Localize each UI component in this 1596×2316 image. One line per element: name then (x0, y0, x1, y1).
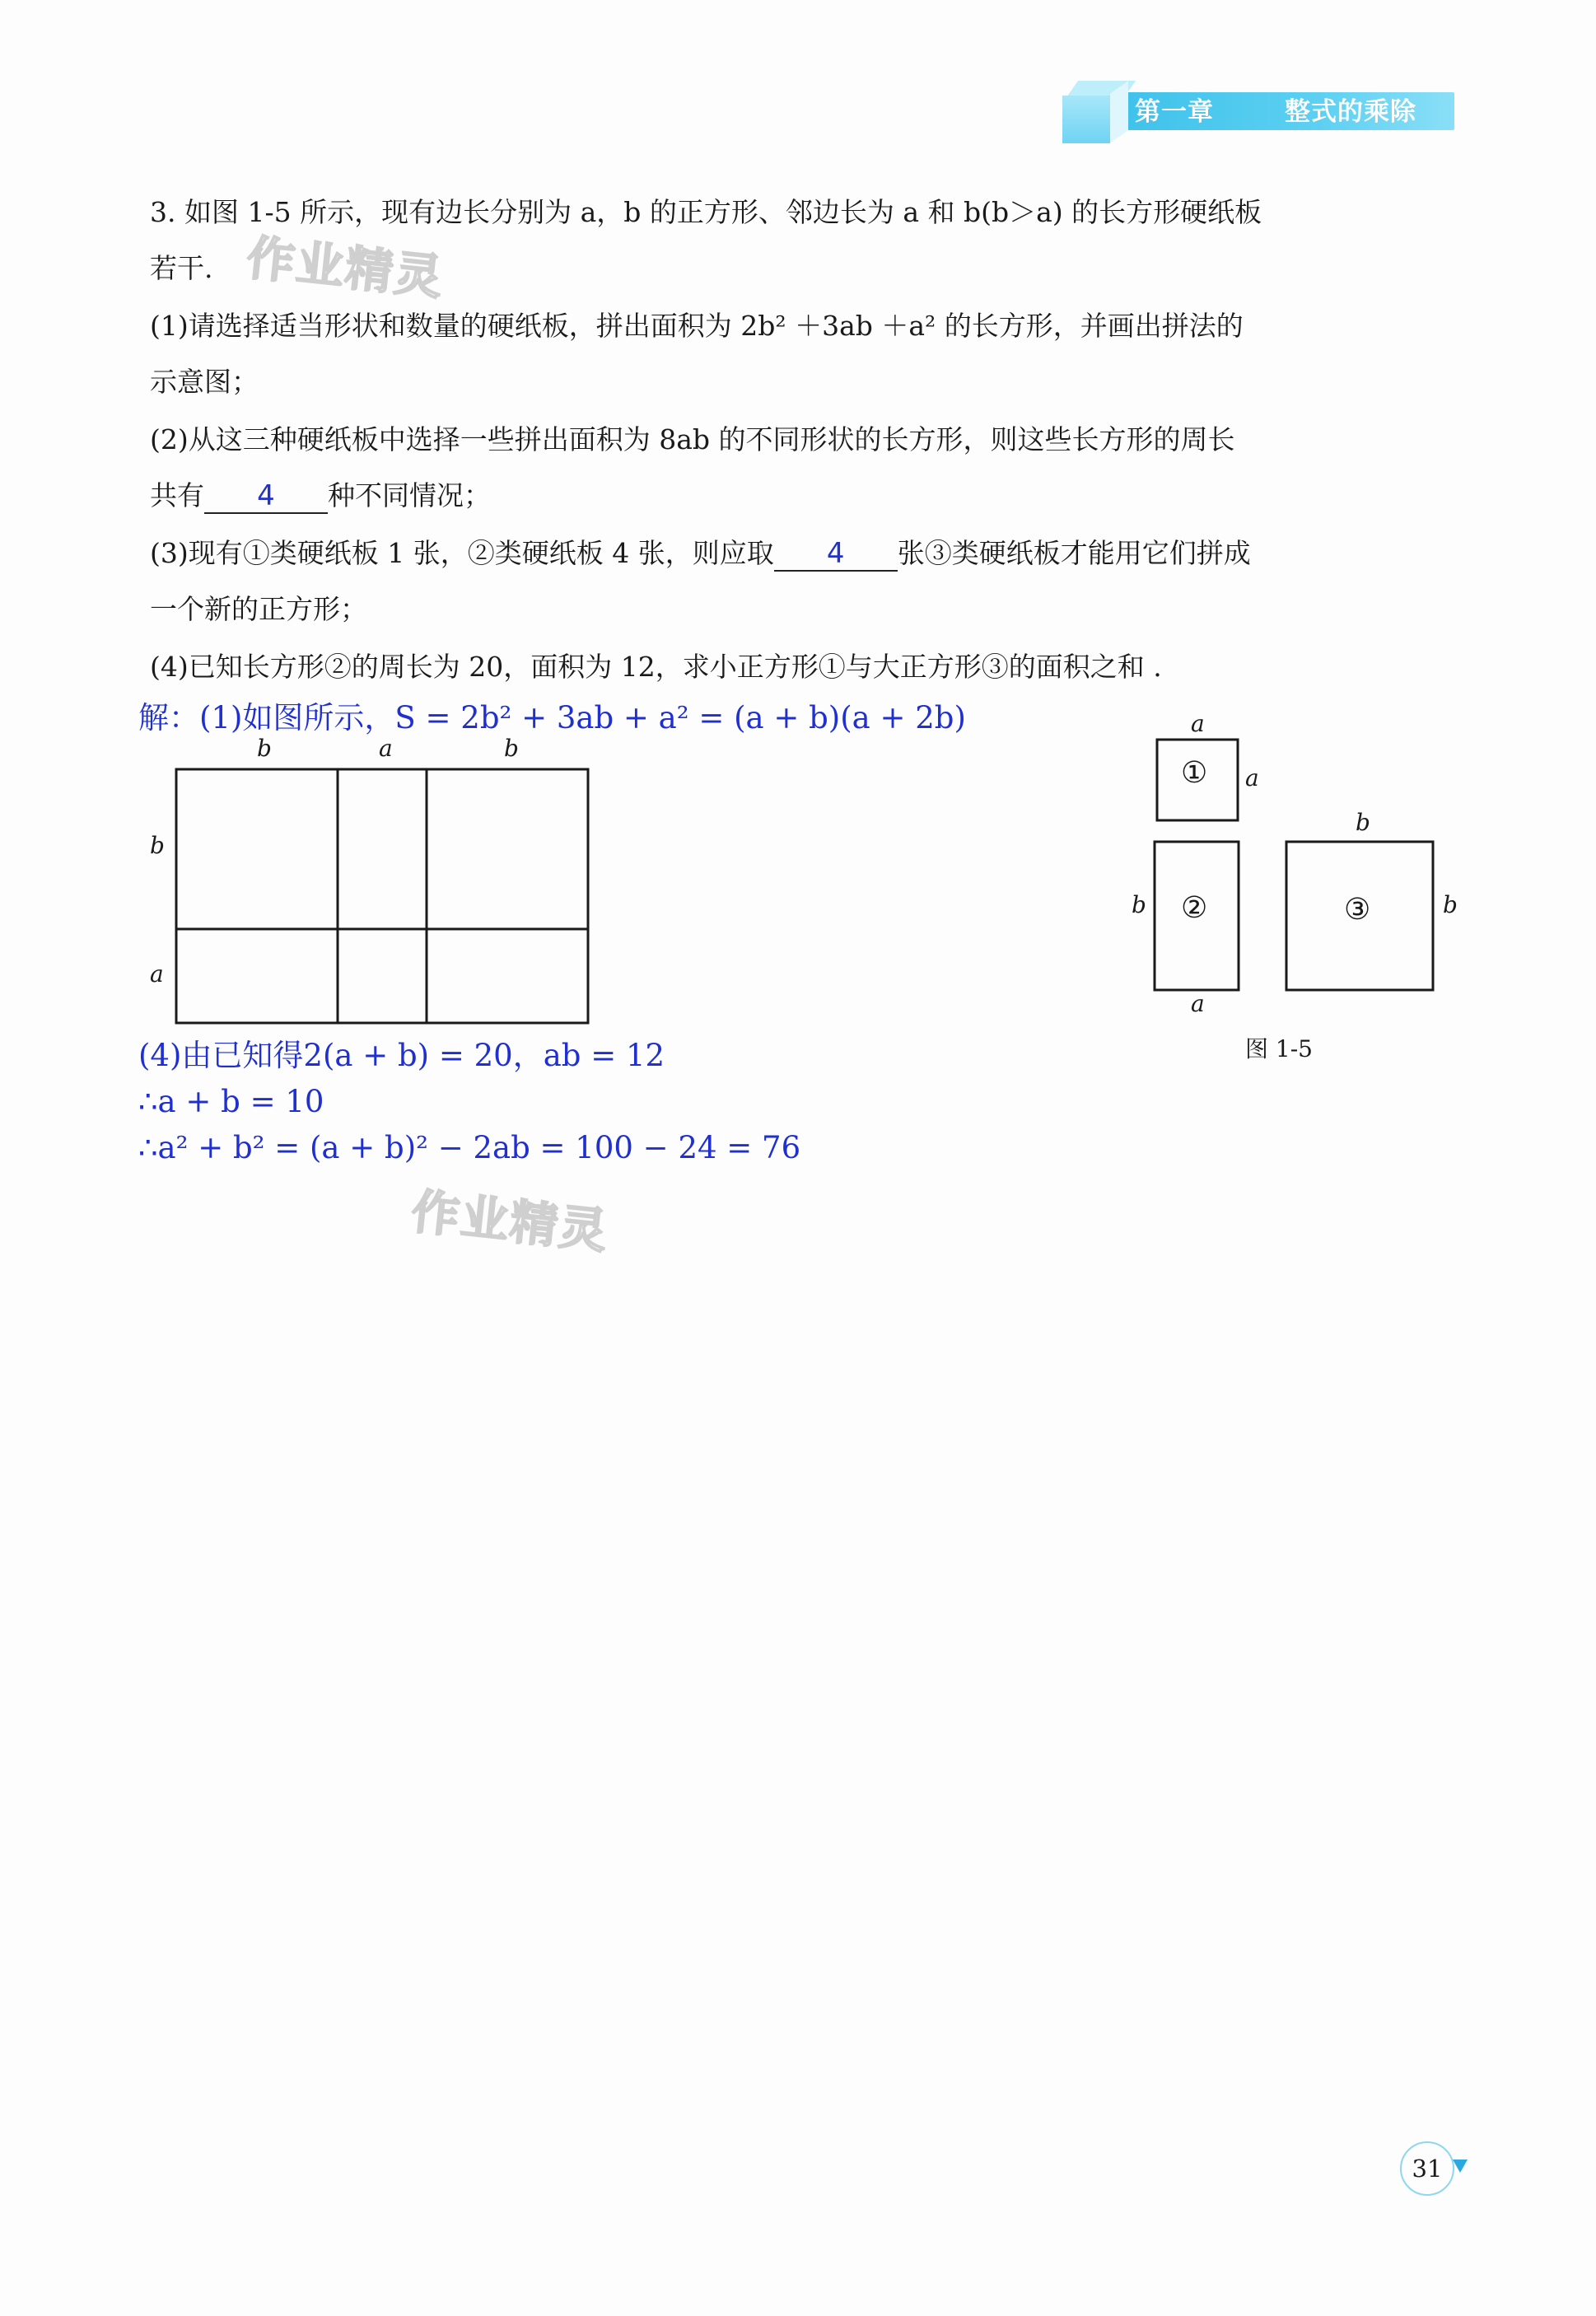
square-1-mark: ① (1181, 756, 1208, 790)
question-3-answer-blank[interactable]: 4 (774, 537, 898, 572)
figure-caption: 图 1-5 (1245, 1035, 1313, 1062)
rectangle-2-left-label: b (1132, 891, 1146, 918)
question-2-line1: (2)从这三种硬纸板中选择一些拼出面积为 8ab 的不同形状的长方形，则这些长方形的周长 (150, 423, 1235, 455)
problem-intro-line2: 若干. (150, 252, 213, 284)
square-3-right-label: b (1443, 891, 1458, 918)
square-1-right-label: a (1245, 764, 1259, 791)
solution-tiling-diagram (124, 733, 601, 1038)
cube-icon (1062, 96, 1110, 143)
solution-part-4-line3: ∴a² + b² = (a + b)² − 2ab = 100 − 24 = 76 (138, 1130, 801, 1165)
solution-part-4-line2: ∴a + b = 10 (138, 1084, 324, 1119)
question-3-suffix: 张③类硬纸板才能用它们拼成 (897, 537, 1251, 569)
question-4-line1: (4)已知长方形②的周长为 20，面积为 12，求小正方形①与大正方形③的面积之和 . (150, 651, 1162, 683)
solution-part-1: 解：(1)如图所示，S = 2b² + 3ab + a² = (a + b)(a + 2b) (138, 700, 966, 735)
square-1-top-label: a (1191, 710, 1205, 737)
problem-intro-line1: 3. 如图 1-5 所示，现有边长分别为 a，b 的正方形、邻边长为 a 和 b(b＞a) 的长方形硬纸板 (150, 196, 1262, 228)
question-1-line2: 示意图； (150, 366, 259, 398)
question-3-prefix: (3)现有①类硬纸板 1 张，②类硬纸板 4 张，则应取 (150, 537, 774, 569)
chapter-title: 整式的乘除 (1285, 97, 1416, 127)
tiling-outline (176, 769, 588, 1023)
question-2-answer-blank[interactable]: 4 (204, 479, 328, 514)
question-2-prefix: 共有 (150, 479, 204, 511)
question-3-line1 (150, 535, 1251, 572)
tiling-side-label-1: b (150, 832, 165, 859)
solution-part-4-line1: (4)由已知得2(a + b) = 20，ab = 12 (138, 1038, 665, 1073)
tiling-top-label-3: b (504, 735, 519, 762)
chapter-banner (1062, 81, 1458, 147)
question-1-line1: (1)请选择适当形状和数量的硬纸板，拼出面积为 2b² ＋3ab ＋a² 的长方形，并画出拼法的 (150, 310, 1244, 342)
tiling-top-label-2: a (379, 735, 393, 762)
watermark-2: 作业精灵 (408, 1183, 612, 1260)
rectangle-2-mark: ② (1181, 891, 1208, 925)
chapter-number: 第一章 (1135, 97, 1214, 127)
watermark: 作业精灵 (244, 229, 447, 306)
square-3-mark: ③ (1344, 893, 1371, 927)
question-2-suffix: 种不同情况； (328, 479, 491, 511)
page-arrow-icon (1453, 2160, 1468, 2173)
rectangle-2-bottom-label: a (1191, 990, 1205, 1017)
question-3-line2: 一个新的正方形； (150, 593, 367, 625)
square-3-top-label: b (1356, 809, 1370, 836)
tiling-top-label-1: b (257, 735, 272, 762)
question-2-line2 (150, 478, 491, 514)
tiling-side-label-2: a (150, 960, 164, 988)
page-number: 31 (1400, 2141, 1454, 2196)
